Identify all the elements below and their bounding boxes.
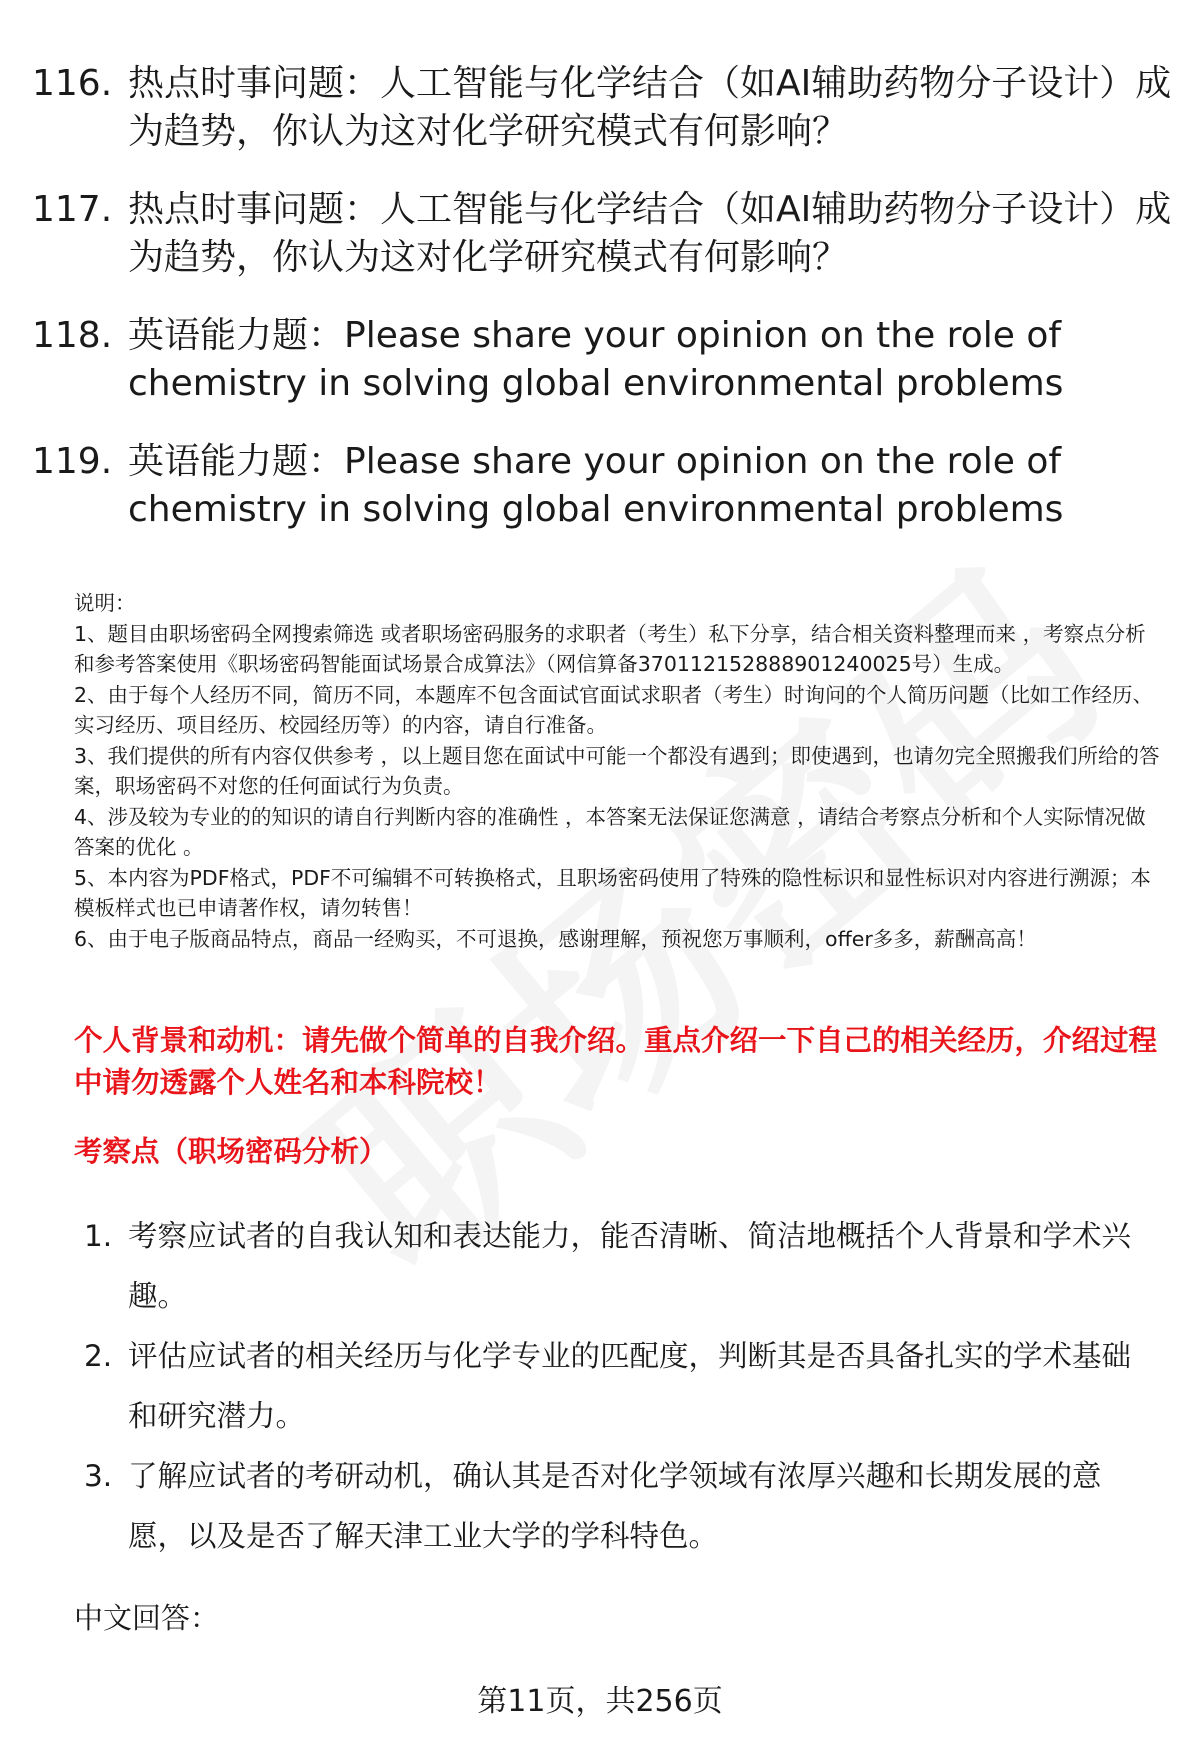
note-item: 5、本内容为PDF格式，PDF不可编辑不可转换格式，且职场密码使用了特殊的隐性标识和显性标识对内容进行溯源；本模板样式也已申请著作权，请勿转售！ — [74, 865, 1151, 920]
question-item — [32, 312, 1172, 408]
exam-point-number: 1. — [84, 1219, 113, 1253]
exam-point-text: 评估应试者的相关经历与化学专业的匹配度，判断其是否具备扎实的学术基础和研究潜力。 — [128, 1339, 1132, 1433]
note-item: 2、由于每个人经历不同，简历不同，本题库不包含面试官面试求职者（考生）时询问的个人简历问题（比如工作经历、实习经历、项目经历、校园经历等）的内容，请自行准备。 — [74, 682, 1154, 737]
personal-background-heading: 个人背景和动机：请先做个简单的自我介绍。重点介绍一下自己的相关经历，介绍过程中请勿透露个人姓名和本科院校！ — [74, 1024, 1158, 1099]
question-text: 英语能力题：Please share your opinion on the role of chemistry in solving global environmental problems — [128, 441, 1064, 530]
chinese-answer-label: 中文回答： — [74, 1601, 220, 1635]
notes-section — [74, 588, 1164, 954]
exam-point-item — [84, 1446, 1144, 1566]
note-item: 1、题目由职场密码全网搜索筛选 或者职场密码服务的求职者（考生）私下分享，结合相关资料整理而来 ，考察点分析和参考答案使用《职场密码智能面试场景合成算法》（网信算备370112152888901240025号）生成。 — [74, 621, 1146, 676]
question-item — [32, 438, 1172, 534]
question-text: 热点时事问题：人工智能与化学结合（如AI辅助药物分子设计）成为趋势，你认为这对化学研究模式有何影响？ — [128, 63, 1172, 152]
question-text: 热点时事问题：人工智能与化学结合（如AI辅助药物分子设计）成为趋势，你认为这对化学研究模式有何影响？ — [128, 189, 1172, 278]
note-item: 4、涉及较为专业的的知识的请自行判断内容的准确性 ，本答案无法保证您满意 ，请结合考察点分析和个人实际情况做答案的优化 。 — [74, 804, 1146, 859]
exam-points-list — [84, 1206, 1144, 1566]
exam-point-number: 3. — [84, 1459, 113, 1493]
question-number: 118. — [32, 315, 113, 356]
question-number: 116. — [32, 63, 113, 104]
question-item — [32, 186, 1172, 282]
note-item: 6、由于电子版商品特点，商品一经购买，不可退换，感谢理解，预祝您万事顺利，offer多多，薪酬高高！ — [74, 926, 1037, 951]
question-number: 119. — [32, 441, 113, 482]
exam-point-item — [84, 1326, 1144, 1446]
question-number: 117. — [32, 189, 113, 230]
notes-title: 说明： — [74, 591, 136, 615]
question-item — [32, 60, 1172, 156]
page-footer: 第11页，共256页 — [477, 1684, 723, 1719]
exam-point-text: 了解应试者的考研动机，确认其是否对化学领域有浓厚兴趣和长期发展的意愿，以及是否了解天津工业大学的学科特色。 — [128, 1459, 1102, 1553]
exam-point-number: 2. — [84, 1339, 113, 1373]
exam-points-title: 考察点（职场密码分析） — [74, 1135, 388, 1168]
exam-point-text: 考察应试者的自我认知和表达能力，能否清晰、简洁地概括个人背景和学术兴趣。 — [128, 1219, 1132, 1313]
exam-point-item — [84, 1206, 1144, 1326]
question-list — [32, 60, 1172, 564]
question-text: 英语能力题：Please share your opinion on the role of chemistry in solving global environmental problems — [128, 315, 1064, 404]
note-item: 3、我们提供的所有内容仅供参考 ，以上题目您在面试中可能一个都没有遇到；即使遇到，也请勿完全照搬我们所给的答案，职场密码不对您的任何面试行为负责。 — [74, 743, 1160, 798]
